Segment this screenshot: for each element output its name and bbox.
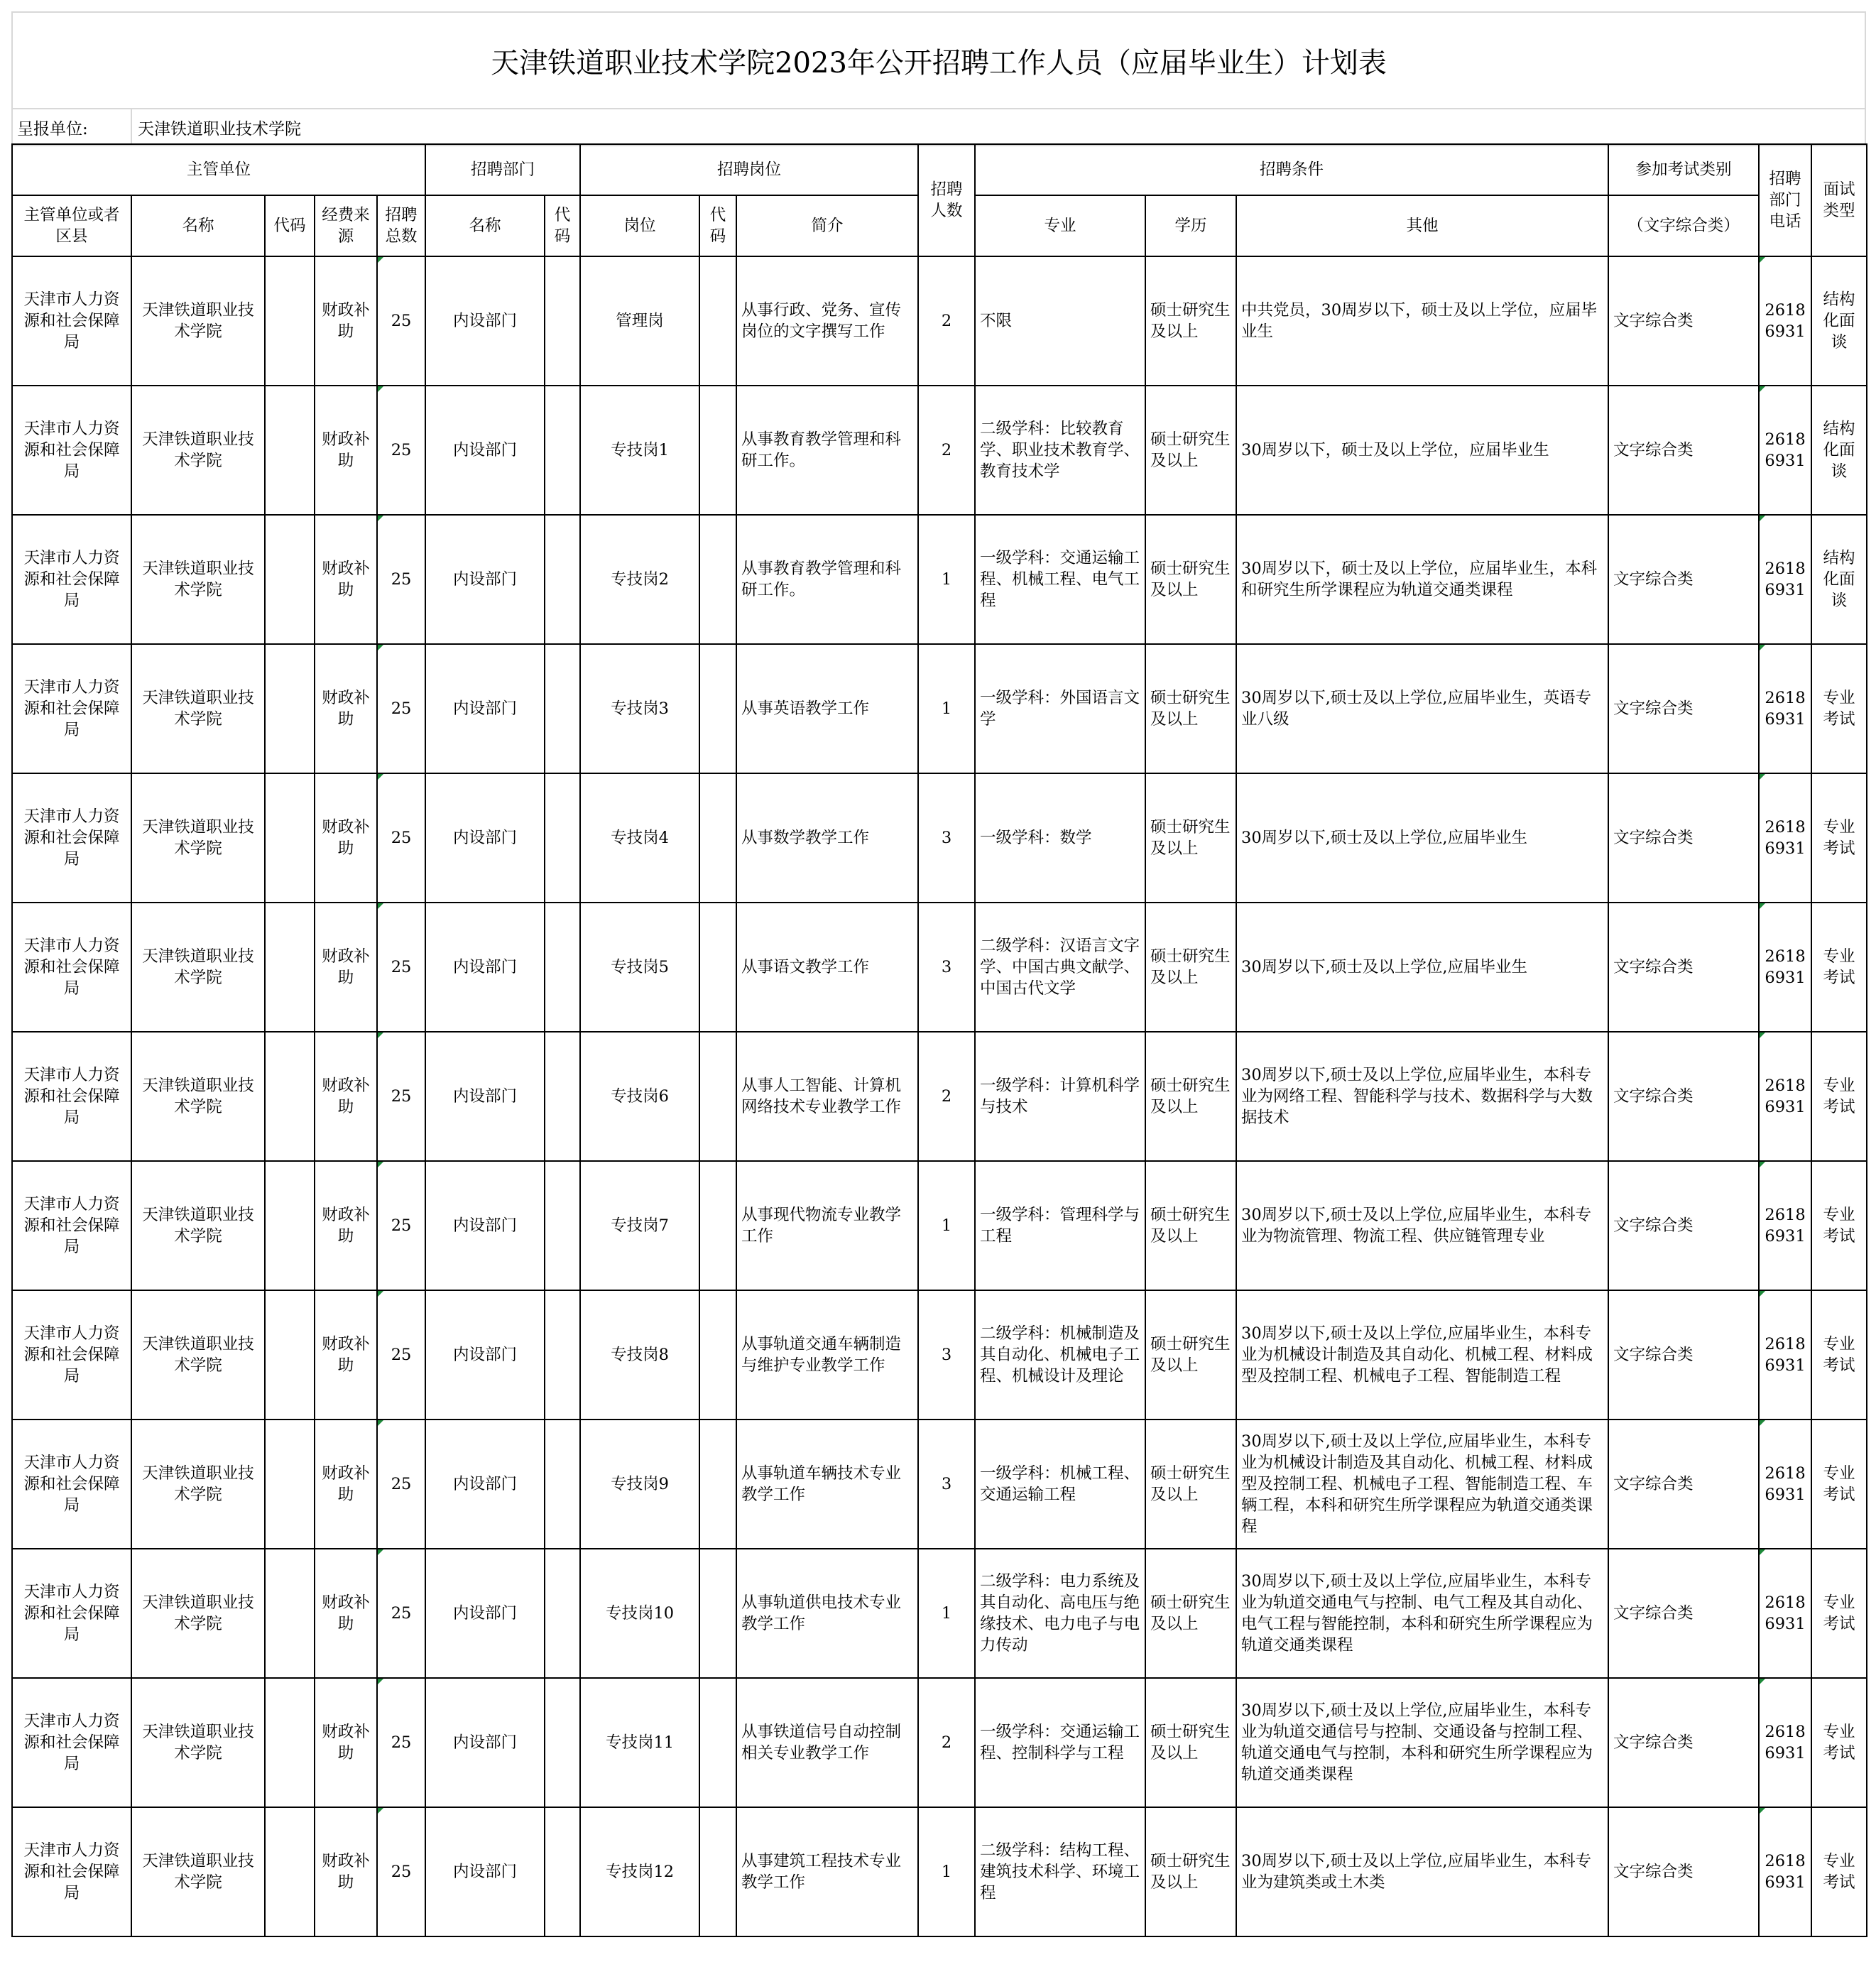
cell-name: 天津铁道职业技术学院	[131, 1290, 265, 1420]
cell-intro: 从事教育教学管理和科研工作。	[736, 386, 918, 515]
col-dept-code: 代码	[545, 195, 580, 256]
cell-supervisor: 天津市人力资源和社会保障局	[12, 903, 131, 1032]
table-row	[12, 1549, 1867, 1678]
cell-degree: 硕士研究生及以上	[1145, 1549, 1236, 1678]
header-phone: 招聘部门电话	[1759, 144, 1811, 256]
cell-dept: 内设部门	[425, 1807, 545, 1936]
cell-count: 2	[918, 1032, 975, 1161]
cell-intro: 从事轨道供电技术专业教学工作	[736, 1549, 918, 1678]
cell-intro: 从事语文教学工作	[736, 903, 918, 1032]
cell-total: 25	[377, 256, 425, 386]
cell-major: 不限	[975, 256, 1145, 386]
cell-total: 25	[377, 773, 425, 903]
cell-degree: 硕士研究生及以上	[1145, 1161, 1236, 1290]
cell-funding: 财政补助	[315, 1549, 377, 1678]
table-row	[12, 256, 1867, 386]
table-row	[12, 1807, 1867, 1936]
cell-post: 专技岗2	[580, 515, 699, 644]
cell-dept: 内设部门	[425, 1420, 545, 1549]
cell-interview: 专业考试	[1811, 1807, 1867, 1936]
col-intro: 简介	[736, 195, 918, 256]
cell-major: 一级学科：交通运输工程、控制科学与工程	[975, 1678, 1145, 1807]
cell-count: 3	[918, 903, 975, 1032]
table-row	[12, 903, 1867, 1032]
cell-code	[265, 1678, 315, 1807]
col-other: 其他	[1236, 195, 1608, 256]
cell-intro: 从事轨道交通车辆制造与维护专业教学工作	[736, 1290, 918, 1420]
cell-supervisor: 天津市人力资源和社会保障局	[12, 386, 131, 515]
cell-funding: 财政补助	[315, 773, 377, 903]
cell-funding: 财政补助	[315, 1420, 377, 1549]
col-post: 岗位	[580, 195, 699, 256]
cell-code	[265, 644, 315, 773]
cell-dept: 内设部门	[425, 1549, 545, 1678]
cell-intro: 从事轨道车辆技术专业教学工作	[736, 1420, 918, 1549]
cell-supervisor: 天津市人力资源和社会保障局	[12, 1807, 131, 1936]
cell-post-code	[699, 386, 736, 515]
cell-intro: 从事现代物流专业教学工作	[736, 1161, 918, 1290]
cell-other: 30周岁以下,硕士及以上学位,应届毕业生，本科专业为机械设计制造及其自动化、机械工程、材料成型及控制工程、机械电子工程、智能制造工程、车辆工程，本科和研究生所学课程应为轨道交通类课程	[1236, 1420, 1608, 1549]
cell-exam: 文字综合类	[1608, 1807, 1759, 1936]
table-row	[12, 386, 1867, 515]
cell-supervisor: 天津市人力资源和社会保障局	[12, 1032, 131, 1161]
cell-phone: 26186931	[1759, 903, 1811, 1032]
cell-post: 专技岗1	[580, 386, 699, 515]
cell-major: 一级学科：外国语言文学	[975, 644, 1145, 773]
reporting-unit-label: 呈报单位:	[13, 109, 132, 145]
cell-dept-code	[545, 1807, 580, 1936]
cell-other: 30周岁以下,硕士及以上学位,应届毕业生，本科专业为机械设计制造及其自动化、机械工程、材料成型及控制工程、机械电子工程、智能制造工程	[1236, 1290, 1608, 1420]
page-title: 天津铁道职业技术学院2023年公开招聘工作人员（应届毕业生）计划表	[13, 13, 1865, 109]
cell-dept-code	[545, 1549, 580, 1678]
cell-major: 二级学科：比较教育学、职业技术教育学、教育技术学	[975, 386, 1145, 515]
table-body	[12, 256, 1867, 1936]
col-supervisor-unit: 主管单位或者区县	[12, 195, 131, 256]
cell-dept: 内设部门	[425, 515, 545, 644]
cell-dept: 内设部门	[425, 386, 545, 515]
cell-dept-code	[545, 1161, 580, 1290]
cell-major: 一级学科：管理科学与工程	[975, 1161, 1145, 1290]
cell-post: 专技岗12	[580, 1807, 699, 1936]
cell-code	[265, 1032, 315, 1161]
cell-code	[265, 1420, 315, 1549]
cell-other: 30周岁以下,硕士及以上学位,应届毕业生，本科专业为网络工程、智能科学与技术、数据科学与大数据技术	[1236, 1032, 1608, 1161]
cell-exam: 文字综合类	[1608, 256, 1759, 386]
header-interview: 面试类型	[1811, 144, 1867, 256]
cell-code	[265, 386, 315, 515]
cell-count: 1	[918, 515, 975, 644]
cell-post-code	[699, 903, 736, 1032]
cell-major: 一级学科：交通运输工程、机械工程、电气工程	[975, 515, 1145, 644]
cell-supervisor: 天津市人力资源和社会保障局	[12, 1678, 131, 1807]
cell-degree: 硕士研究生及以上	[1145, 1290, 1236, 1420]
cell-count: 3	[918, 773, 975, 903]
cell-other: 30周岁以下,硕士及以上学位,应届毕业生，本科专业为建筑类或土木类	[1236, 1807, 1608, 1936]
table-row	[12, 644, 1867, 773]
col-dept-name: 名称	[425, 195, 545, 256]
cell-total: 25	[377, 1549, 425, 1678]
cell-post: 管理岗	[580, 256, 699, 386]
cell-post-code	[699, 256, 736, 386]
cell-phone: 26186931	[1759, 256, 1811, 386]
cell-major: 一级学科：计算机科学与技术	[975, 1032, 1145, 1161]
cell-exam: 文字综合类	[1608, 1161, 1759, 1290]
cell-post-code	[699, 1290, 736, 1420]
cell-funding: 财政补助	[315, 1161, 377, 1290]
cell-post: 专技岗9	[580, 1420, 699, 1549]
table-row	[12, 1032, 1867, 1161]
cell-total: 25	[377, 1807, 425, 1936]
cell-interview: 专业考试	[1811, 1549, 1867, 1678]
cell-other: 30周岁以下,硕士及以上学位,应届毕业生	[1236, 773, 1608, 903]
cell-name: 天津铁道职业技术学院	[131, 515, 265, 644]
col-post-code: 代码	[699, 195, 736, 256]
cell-count: 1	[918, 1549, 975, 1678]
cell-phone: 26186931	[1759, 386, 1811, 515]
cell-name: 天津铁道职业技术学院	[131, 1161, 265, 1290]
cell-name: 天津铁道职业技术学院	[131, 1807, 265, 1936]
cell-supervisor: 天津市人力资源和社会保障局	[12, 1290, 131, 1420]
cell-count: 2	[918, 1678, 975, 1807]
sheet-header	[11, 11, 1866, 146]
cell-post-code	[699, 1678, 736, 1807]
cell-funding: 财政补助	[315, 1032, 377, 1161]
cell-interview: 专业考试	[1811, 903, 1867, 1032]
cell-code	[265, 256, 315, 386]
table-row	[12, 1678, 1867, 1807]
cell-post-code	[699, 644, 736, 773]
cell-post: 专技岗7	[580, 1161, 699, 1290]
cell-interview: 结构化面谈	[1811, 386, 1867, 515]
cell-degree: 硕士研究生及以上	[1145, 386, 1236, 515]
cell-other: 中共党员，30周岁以下，硕士及以上学位，应届毕业生	[1236, 256, 1608, 386]
cell-funding: 财政补助	[315, 1807, 377, 1936]
col-major: 专业	[975, 195, 1145, 256]
cell-total: 25	[377, 1420, 425, 1549]
cell-other: 30周岁以下,硕士及以上学位,应届毕业生，本科专业为轨道交通信号与控制、交通设备与控制工程、轨道交通电气与控制，本科和研究生所学课程应为轨道交通类课程	[1236, 1678, 1608, 1807]
cell-total: 25	[377, 1290, 425, 1420]
cell-interview: 专业考试	[1811, 773, 1867, 903]
cell-funding: 财政补助	[315, 1678, 377, 1807]
cell-degree: 硕士研究生及以上	[1145, 1420, 1236, 1549]
cell-count: 2	[918, 386, 975, 515]
cell-intro: 从事英语教学工作	[736, 644, 918, 773]
cell-dept: 内设部门	[425, 1678, 545, 1807]
reporting-unit-row	[13, 109, 1865, 145]
cell-post-code	[699, 515, 736, 644]
cell-code	[265, 773, 315, 903]
col-exam-sub: （文字综合类）	[1608, 195, 1759, 256]
header-row-groups	[12, 144, 1867, 195]
cell-interview: 专业考试	[1811, 1161, 1867, 1290]
cell-interview: 专业考试	[1811, 1032, 1867, 1161]
cell-post: 专技岗3	[580, 644, 699, 773]
recruitment-plan-table	[11, 143, 1867, 1937]
cell-post-code	[699, 1420, 736, 1549]
cell-post: 专技岗4	[580, 773, 699, 903]
table-row	[12, 773, 1867, 903]
cell-count: 1	[918, 1807, 975, 1936]
table-row	[12, 1420, 1867, 1549]
cell-post-code	[699, 1032, 736, 1161]
cell-degree: 硕士研究生及以上	[1145, 1032, 1236, 1161]
cell-supervisor: 天津市人力资源和社会保障局	[12, 1161, 131, 1290]
cell-post-code	[699, 1161, 736, 1290]
header-supervisor: 主管单位	[12, 144, 425, 195]
cell-other: 30周岁以下,硕士及以上学位,应届毕业生，英语专业八级	[1236, 644, 1608, 773]
cell-name: 天津铁道职业技术学院	[131, 1678, 265, 1807]
cell-total: 25	[377, 1161, 425, 1290]
cell-funding: 财政补助	[315, 903, 377, 1032]
cell-intro: 从事建筑工程技术专业教学工作	[736, 1807, 918, 1936]
cell-dept-code	[545, 773, 580, 903]
cell-dept-code	[545, 1420, 580, 1549]
cell-dept: 内设部门	[425, 1032, 545, 1161]
cell-phone: 26186931	[1759, 1420, 1811, 1549]
cell-dept-code	[545, 515, 580, 644]
cell-name: 天津铁道职业技术学院	[131, 1420, 265, 1549]
cell-code	[265, 903, 315, 1032]
cell-count: 3	[918, 1290, 975, 1420]
cell-other: 30周岁以下，硕士及以上学位，应届毕业生	[1236, 386, 1608, 515]
cell-exam: 文字综合类	[1608, 1290, 1759, 1420]
cell-count: 1	[918, 1161, 975, 1290]
cell-exam: 文字综合类	[1608, 1420, 1759, 1549]
cell-dept: 内设部门	[425, 644, 545, 773]
cell-code	[265, 515, 315, 644]
cell-total: 25	[377, 515, 425, 644]
cell-exam: 文字综合类	[1608, 1032, 1759, 1161]
cell-funding: 财政补助	[315, 256, 377, 386]
cell-interview: 专业考试	[1811, 1290, 1867, 1420]
cell-code	[265, 1161, 315, 1290]
cell-name: 天津铁道职业技术学院	[131, 773, 265, 903]
cell-phone: 26186931	[1759, 1807, 1811, 1936]
cell-phone: 26186931	[1759, 1678, 1811, 1807]
header-conditions: 招聘条件	[975, 144, 1608, 195]
col-funding: 经费来源	[315, 195, 377, 256]
cell-code	[265, 1549, 315, 1678]
cell-post-code	[699, 1549, 736, 1678]
cell-count: 1	[918, 644, 975, 773]
cell-post: 专技岗8	[580, 1290, 699, 1420]
header-post: 招聘岗位	[580, 144, 918, 195]
cell-interview: 专业考试	[1811, 644, 1867, 773]
cell-phone: 26186931	[1759, 515, 1811, 644]
cell-post: 专技岗10	[580, 1549, 699, 1678]
col-name: 名称	[131, 195, 265, 256]
cell-degree: 硕士研究生及以上	[1145, 1678, 1236, 1807]
cell-interview: 结构化面谈	[1811, 256, 1867, 386]
cell-dept: 内设部门	[425, 1290, 545, 1420]
cell-total: 25	[377, 1032, 425, 1161]
cell-post: 专技岗5	[580, 903, 699, 1032]
cell-total: 25	[377, 644, 425, 773]
cell-funding: 财政补助	[315, 386, 377, 515]
cell-post-code	[699, 773, 736, 903]
cell-funding: 财政补助	[315, 515, 377, 644]
cell-total: 25	[377, 1678, 425, 1807]
cell-post: 专技岗6	[580, 1032, 699, 1161]
cell-post-code	[699, 1807, 736, 1936]
cell-name: 天津铁道职业技术学院	[131, 1032, 265, 1161]
cell-dept: 内设部门	[425, 256, 545, 386]
cell-total: 25	[377, 903, 425, 1032]
cell-count: 2	[918, 256, 975, 386]
cell-name: 天津铁道职业技术学院	[131, 386, 265, 515]
cell-exam: 文字综合类	[1608, 644, 1759, 773]
cell-phone: 26186931	[1759, 1290, 1811, 1420]
cell-name: 天津铁道职业技术学院	[131, 1549, 265, 1678]
cell-phone: 26186931	[1759, 644, 1811, 773]
table-row	[12, 515, 1867, 644]
header-count: 招聘人数	[918, 144, 975, 256]
cell-intro: 从事行政、党务、宣传岗位的文字撰写工作	[736, 256, 918, 386]
col-code: 代码	[265, 195, 315, 256]
cell-major: 二级学科：机械制造及其自动化、机械电子工程、机械设计及理论	[975, 1290, 1145, 1420]
table-row	[12, 1290, 1867, 1420]
cell-supervisor: 天津市人力资源和社会保障局	[12, 644, 131, 773]
cell-supervisor: 天津市人力资源和社会保障局	[12, 773, 131, 903]
cell-name: 天津铁道职业技术学院	[131, 903, 265, 1032]
cell-degree: 硕士研究生及以上	[1145, 773, 1236, 903]
cell-supervisor: 天津市人力资源和社会保障局	[12, 1549, 131, 1678]
cell-dept-code	[545, 1290, 580, 1420]
header-exam: 参加考试类别	[1608, 144, 1759, 195]
cell-dept-code	[545, 1032, 580, 1161]
cell-major: 二级学科：汉语言文字学、中国古典文献学、中国古代文学	[975, 903, 1145, 1032]
col-degree: 学历	[1145, 195, 1236, 256]
col-total: 招聘总数	[377, 195, 425, 256]
cell-interview: 专业考试	[1811, 1678, 1867, 1807]
cell-major: 二级学科：结构工程、建筑技术科学、环境工程	[975, 1807, 1145, 1936]
reporting-unit-value: 天津铁道职业技术学院	[138, 119, 301, 138]
cell-degree: 硕士研究生及以上	[1145, 515, 1236, 644]
cell-other: 30周岁以下,硕士及以上学位,应届毕业生	[1236, 903, 1608, 1032]
cell-name: 天津铁道职业技术学院	[131, 256, 265, 386]
cell-code	[265, 1290, 315, 1420]
cell-other: 30周岁以下，硕士及以上学位，应届毕业生，本科和研究生所学课程应为轨道交通类课程	[1236, 515, 1608, 644]
cell-interview: 结构化面谈	[1811, 515, 1867, 644]
cell-exam: 文字综合类	[1608, 386, 1759, 515]
cell-count: 3	[918, 1420, 975, 1549]
cell-exam: 文字综合类	[1608, 773, 1759, 903]
cell-major: 一级学科：机械工程、交通运输工程	[975, 1420, 1145, 1549]
cell-major: 二级学科：电力系统及其自动化、高电压与绝缘技术、电力电子与电力传动	[975, 1549, 1145, 1678]
cell-dept-code	[545, 256, 580, 386]
cell-dept-code	[545, 903, 580, 1032]
cell-intro: 从事人工智能、计算机网络技术专业教学工作	[736, 1032, 918, 1161]
cell-post: 专技岗11	[580, 1678, 699, 1807]
cell-exam: 文字综合类	[1608, 515, 1759, 644]
cell-phone: 26186931	[1759, 773, 1811, 903]
cell-intro: 从事教育教学管理和科研工作。	[736, 515, 918, 644]
cell-dept: 内设部门	[425, 773, 545, 903]
cell-degree: 硕士研究生及以上	[1145, 1807, 1236, 1936]
cell-supervisor: 天津市人力资源和社会保障局	[12, 1420, 131, 1549]
cell-dept: 内设部门	[425, 1161, 545, 1290]
cell-phone: 26186931	[1759, 1032, 1811, 1161]
cell-code	[265, 1807, 315, 1936]
cell-exam: 文字综合类	[1608, 1549, 1759, 1678]
cell-interview: 专业考试	[1811, 1420, 1867, 1549]
cell-supervisor: 天津市人力资源和社会保障局	[12, 256, 131, 386]
cell-degree: 硕士研究生及以上	[1145, 903, 1236, 1032]
cell-degree: 硕士研究生及以上	[1145, 256, 1236, 386]
cell-degree: 硕士研究生及以上	[1145, 644, 1236, 773]
cell-funding: 财政补助	[315, 1290, 377, 1420]
cell-name: 天津铁道职业技术学院	[131, 644, 265, 773]
cell-dept: 内设部门	[425, 903, 545, 1032]
cell-dept-code	[545, 1678, 580, 1807]
cell-intro: 从事数学教学工作	[736, 773, 918, 903]
cell-funding: 财政补助	[315, 644, 377, 773]
cell-exam: 文字综合类	[1608, 1678, 1759, 1807]
cell-phone: 26186931	[1759, 1161, 1811, 1290]
cell-other: 30周岁以下,硕士及以上学位,应届毕业生，本科专业为物流管理、物流工程、供应链管理专业	[1236, 1161, 1608, 1290]
cell-major: 一级学科：数学	[975, 773, 1145, 903]
cell-intro: 从事铁道信号自动控制相关专业教学工作	[736, 1678, 918, 1807]
header-dept: 招聘部门	[425, 144, 580, 195]
table-row	[12, 1161, 1867, 1290]
cell-total: 25	[377, 386, 425, 515]
cell-exam: 文字综合类	[1608, 903, 1759, 1032]
cell-supervisor: 天津市人力资源和社会保障局	[12, 515, 131, 644]
cell-phone: 26186931	[1759, 1549, 1811, 1678]
cell-other: 30周岁以下,硕士及以上学位,应届毕业生，本科专业为轨道交通电气与控制、电气工程及其自动化、电气工程与智能控制，本科和研究生所学课程应为轨道交通类课程	[1236, 1549, 1608, 1678]
cell-dept-code	[545, 386, 580, 515]
cell-dept-code	[545, 644, 580, 773]
